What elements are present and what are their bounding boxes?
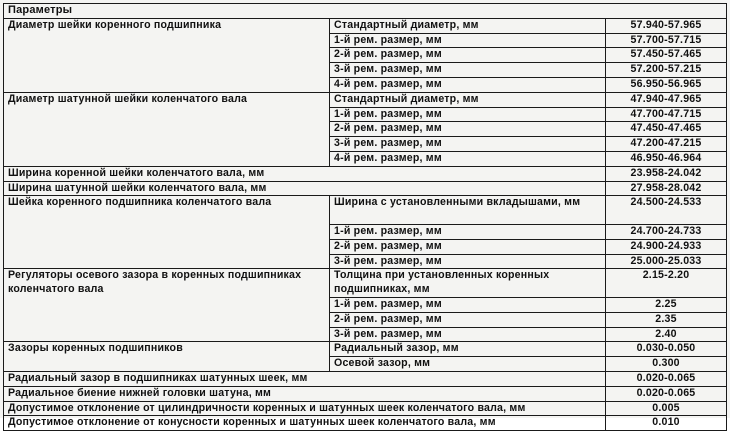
value-cell: 25.000-25.033: [606, 254, 727, 269]
value-cell: 0.005: [606, 401, 727, 416]
size-label: Осевой зазор, мм: [330, 357, 606, 372]
value-cell: 2.40: [606, 327, 727, 342]
value-cell: 27.958-28.042: [606, 181, 727, 196]
table-row: [4, 401, 727, 416]
value-cell: 2.35: [606, 312, 727, 327]
value-cell: 2.25: [606, 297, 727, 312]
size-label: 2-й рем. размер, мм: [330, 48, 606, 63]
table-row: [4, 18, 727, 33]
row-label-main-bearing-neck: Шейка коренного подшипника коленчатого вала: [4, 196, 330, 269]
parameters-table: [3, 3, 727, 431]
size-label: Стандартный диаметр, мм: [330, 92, 606, 107]
value-cell: 57.700-57.715: [606, 33, 727, 48]
value-cell: 24.500-24.533: [606, 196, 727, 225]
table-row: [4, 416, 727, 431]
value-cell: 0.010: [606, 416, 727, 431]
value-cell: 0.030-0.050: [606, 342, 727, 357]
value-cell: 24.700-24.733: [606, 224, 727, 239]
table-row: [4, 386, 727, 401]
size-label: 2-й рем. размер, мм: [330, 122, 606, 137]
table-header: Параметры: [4, 4, 727, 19]
value-cell: 47.450-47.465: [606, 122, 727, 137]
size-label: 2-й рем. размер, мм: [330, 312, 606, 327]
table-row: [4, 166, 727, 181]
table-header-row: [4, 4, 727, 19]
size-label: Ширина с установленными вкладышами, мм: [330, 196, 606, 225]
value-cell: 24.900-24.933: [606, 239, 727, 254]
value-cell: 57.450-57.465: [606, 48, 727, 63]
value-cell: 0.300: [606, 357, 727, 372]
value-cell: 56.950-56.965: [606, 77, 727, 92]
row-label-rod-journal-diameter: Диаметр шатунной шейки коленчатого вала: [4, 92, 330, 166]
size-label: 2-й рем. размер, мм: [330, 239, 606, 254]
size-label: 3-й рем. размер, мм: [330, 137, 606, 152]
row-label-axial-regulators: Регуляторы осевого зазора в коренных подшипниках коленчатого вала: [4, 269, 330, 342]
row-label-taper: Допустимое отклонение от конусности коренных и шатунных шеек коленчатого вала, мм: [4, 416, 606, 431]
size-label: 1-й рем. размер, мм: [330, 297, 606, 312]
value-cell: 57.200-57.215: [606, 63, 727, 78]
value-cell: 47.700-47.715: [606, 107, 727, 122]
size-label: 1-й рем. размер, мм: [330, 107, 606, 122]
value-cell: 0.020-0.065: [606, 386, 727, 401]
table-row: [4, 269, 727, 298]
table-row: [4, 92, 727, 107]
size-label: 1-й рем. размер, мм: [330, 224, 606, 239]
row-label-main-bearing-clearance: Зазоры коренных подшипников: [4, 342, 330, 372]
size-label: 4-й рем. размер, мм: [330, 151, 606, 166]
value-cell: 47.940-47.965: [606, 92, 727, 107]
row-label-rod-bearing-clearance: Радиальный зазор в подшипниках шатунных шеек, мм: [4, 371, 606, 386]
value-cell: 57.940-57.965: [606, 18, 727, 33]
value-cell: 47.200-47.215: [606, 137, 727, 152]
value-cell: 23.958-24.042: [606, 166, 727, 181]
size-label: 3-й рем. размер, мм: [330, 63, 606, 78]
row-label-rod-runout: Радиальное биение нижней головки шатуна, мм: [4, 386, 606, 401]
table-row: [4, 196, 727, 225]
size-label: 1-й рем. размер, мм: [330, 33, 606, 48]
size-label: Толщина при установленных коренных подшипниках, мм: [330, 269, 606, 298]
size-label: Стандартный диаметр, мм: [330, 18, 606, 33]
table-row: [4, 181, 727, 196]
size-label: 3-й рем. размер, мм: [330, 327, 606, 342]
table-row: [4, 371, 727, 386]
value-cell: 2.15-2.20: [606, 269, 727, 298]
size-label: 4-й рем. размер, мм: [330, 77, 606, 92]
table-row: [4, 342, 727, 357]
value-cell: 46.950-46.964: [606, 151, 727, 166]
size-label: Радиальный зазор, мм: [330, 342, 606, 357]
size-label: 3-й рем. размер, мм: [330, 254, 606, 269]
row-label-main-journal-diameter: Диаметр шейки коренного подшипника: [4, 18, 330, 92]
row-label-main-journal-width: Ширина коренной шейки коленчатого вала, мм: [4, 166, 606, 181]
row-label-rod-journal-width: Ширина шатунной шейки коленчатого вала, мм: [4, 181, 606, 196]
value-cell: 0.020-0.065: [606, 371, 727, 386]
row-label-cylindricity: Допустимое отклонение от цилиндричности коренных и шатунных шеек коленчатого вала, мм: [4, 401, 606, 416]
